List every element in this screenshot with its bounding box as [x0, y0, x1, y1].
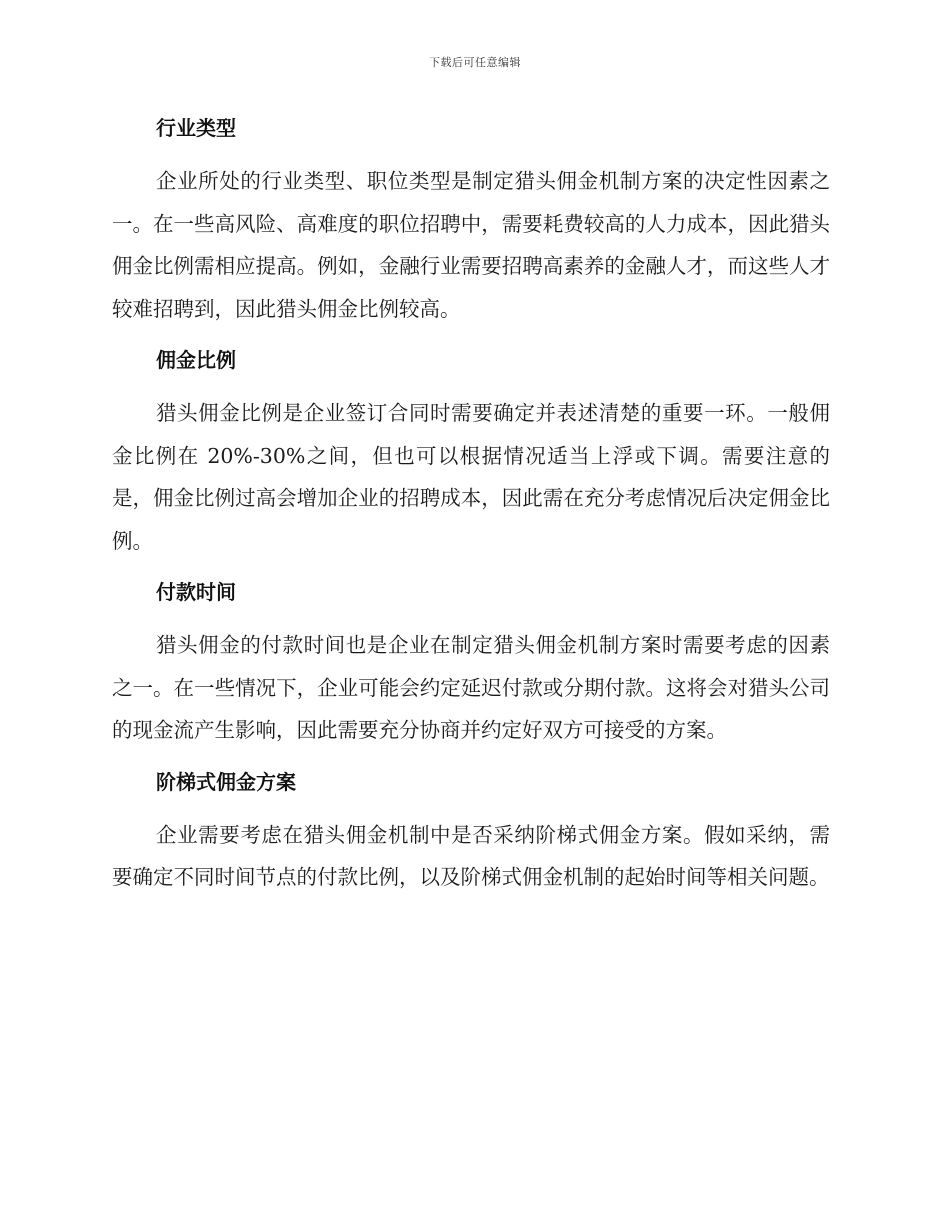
section-heading: 阶梯式佣金方案 — [156, 769, 296, 794]
page-header: 下载后可任意编辑 — [429, 56, 521, 69]
section-heading: 付款时间 — [156, 580, 236, 604]
section-industry-type — [112, 108, 830, 330]
section-heading: 佣金比例 — [156, 348, 236, 372]
section-payment-time — [112, 572, 830, 752]
section-paragraph: 企业需要考虑在猎头佣金机制中是否采纳阶梯式佣金方案。假如采纳，需要确定不同时间节点的付款比例，以及阶梯式佣金机制的起始时间等相关问题。 — [112, 822, 830, 889]
document-body — [112, 108, 830, 909]
section-heading: 行业类型 — [156, 116, 236, 140]
section-paragraph: 猎头佣金的付款时间也是企业在制定猎头佣金机制方案时需要考虑的因素之一。在一些情况下，企业可能会约定延迟付款或分期付款。这将会对猎头公司的现金流产生影响，因此需要充分协商并约定好双方可接受的方案。 — [112, 633, 830, 742]
section-tiered-commission — [112, 762, 830, 899]
section-paragraph: 猎头佣金比例是企业签订合同时需要确定并表述清楚的重要一环。一般佣金比例在 20%-30%之间，但也可以根据情况适当上浮或下调。需要注意的是，佣金比例过高会增加企业的招聘成本，因此需在充分考虑情况后决定佣金比例。 — [112, 401, 830, 553]
section-commission-rate — [112, 340, 830, 562]
section-paragraph: 企业所处的行业类型、职位类型是制定猎头佣金机制方案的决定性因素之一。在一些高风险、高难度的职位招聘中，需要耗费较高的人力成本，因此猎头佣金比例需相应提高。例如，金融行业需要招聘高素养的金融人才，而这些人才较难招聘到，因此猎头佣金比例较高。 — [112, 169, 830, 321]
